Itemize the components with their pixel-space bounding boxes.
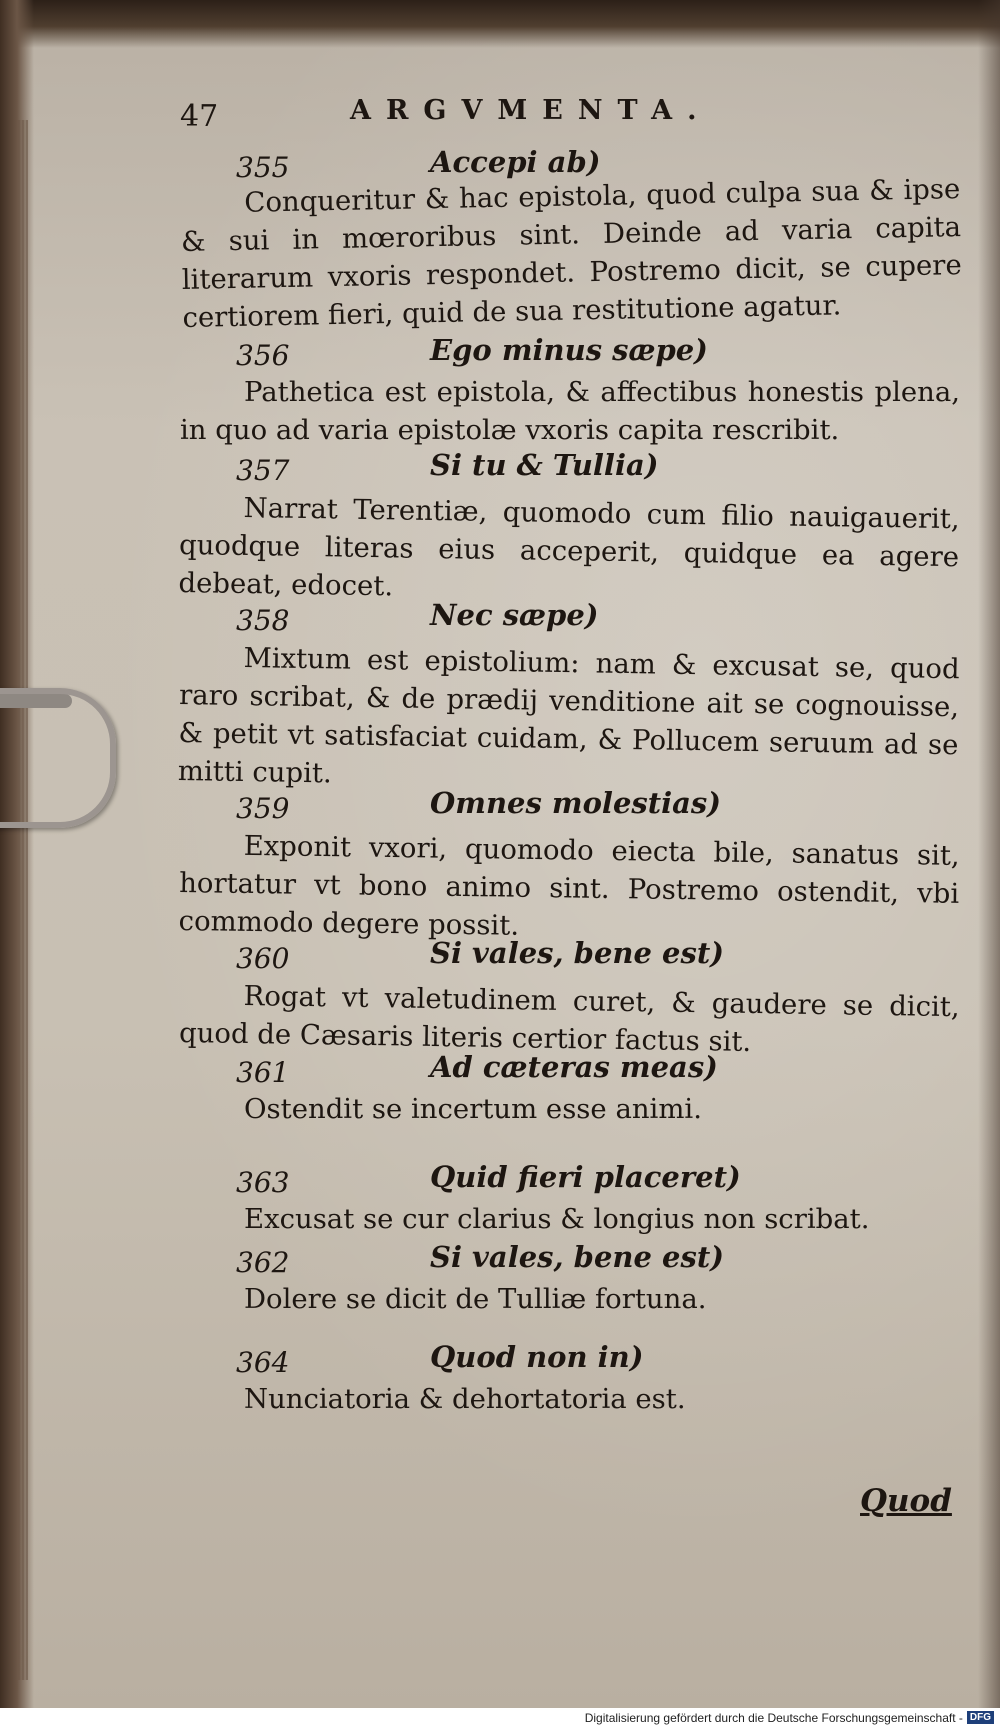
entry-text: Nunciatoria & dehortatoria est. <box>244 1383 686 1415</box>
entry-incipit: Quod non in) <box>430 1340 644 1374</box>
entry-number: 359 <box>236 792 290 825</box>
argument-entry <box>180 333 960 448</box>
argument-entry <box>178 936 960 1058</box>
running-head: ARGVMENTA. <box>350 95 712 126</box>
entry-incipit: Omnes molestias) <box>430 786 721 820</box>
entry-text: Exponit vxori, quomodo eiecta bile, sanatus sit, hortatur vt bono animo sint. Postremo ostendit, vbi commodo degere possit. <box>178 829 960 942</box>
entry-number: 361 <box>236 1056 290 1089</box>
entry-incipit: Quid fieri placeret) <box>430 1160 741 1194</box>
entry-number: 360 <box>236 942 290 975</box>
entry-number: 356 <box>236 339 290 372</box>
entry-head <box>180 936 960 976</box>
entry-text: Ostendit se incertum esse animi. <box>244 1093 702 1125</box>
entry-incipit: Si vales, bene est) <box>430 1240 724 1274</box>
entry-number: 364 <box>236 1346 290 1379</box>
argument-entry <box>180 1240 960 1340</box>
folio-number: 47 <box>180 99 219 134</box>
binding-shadow-left <box>0 0 34 1708</box>
entry-text: Conqueritur & hac epistola, quod culpa sua & ipse & sui in mœroribus sint. Deinde ad varia capita literarum vxoris respondet. Postremo dicit, se cupere certiorem fieri, quid de sua restitutione agatur. <box>180 173 962 334</box>
entry-head <box>180 786 960 826</box>
argument-entry <box>180 145 960 333</box>
entry-text: Pathetica est epistola, & affectibus honestis plena, in quo ad varia epistolæ vxoris capita rescribit. <box>180 376 960 446</box>
entry-text: Dolere se dicit de Tulliæ fortuna. <box>244 1283 707 1315</box>
page-header <box>180 85 960 145</box>
entry-number: 357 <box>236 454 290 487</box>
entry-text: Rogat vt valetudinem curet, & gaudere se dicit, quod de Cæsaris literis certior factus sit. <box>178 980 960 1058</box>
argument-entry <box>178 448 960 603</box>
entry-head <box>180 448 960 488</box>
argument-entry <box>178 786 960 942</box>
entry-text: Mixtum est epistolium: nam & excusat se, quod raro scribat, & de prædij venditione ait se cognouisse, & petit vt satisfaciat cuidam, & Pollucem seruum ad se mitti cupit. <box>177 642 960 790</box>
entry-incipit: Si tu & Tullia) <box>430 448 659 482</box>
page-shadow-right <box>978 0 1000 1708</box>
entry-incipit: Si vales, bene est) <box>430 936 724 970</box>
entry-number: 358 <box>236 604 290 637</box>
entry-incipit: Accepi ab) <box>430 145 601 179</box>
entry-number: 355 <box>236 151 290 184</box>
entry-incipit: Nec sæpe) <box>430 598 599 632</box>
entry-incipit: Ad cæteras meas) <box>430 1050 718 1084</box>
binding-shadow-top <box>0 0 1000 48</box>
entry-head <box>180 1050 960 1090</box>
entry-head <box>180 1240 960 1280</box>
funding-credit: Digitalisierung gefördert durch die Deutsche Forschungsgemeinschaft - <box>584 1710 963 1725</box>
argument-entry <box>177 598 960 790</box>
entry-text: Narrat Terentiæ, quomodo cum filio nauigauerit, quodque literas eius acceperit, quidque ea agere debeat, edocet. <box>178 492 960 603</box>
clasp-loop <box>0 688 116 828</box>
entry-number: 362 <box>236 1246 290 1279</box>
entry-incipit: Ego minus sæpe) <box>430 333 708 367</box>
text-block <box>177 85 962 1430</box>
argument-entry <box>180 1050 960 1160</box>
entry-head <box>180 333 960 373</box>
catchword: Quod <box>860 1483 952 1519</box>
entry-text: Excusat se cur clarius & longius non scribat. <box>244 1203 870 1235</box>
dfg-logo: DFG <box>967 1711 994 1724</box>
entry-head <box>180 1340 960 1380</box>
argument-entry <box>180 1340 960 1430</box>
entry-number: 363 <box>236 1166 290 1199</box>
entry-head <box>180 1160 960 1200</box>
footer-bar <box>0 1708 1000 1727</box>
argument-entry <box>180 1160 960 1240</box>
entry-head <box>180 598 960 638</box>
